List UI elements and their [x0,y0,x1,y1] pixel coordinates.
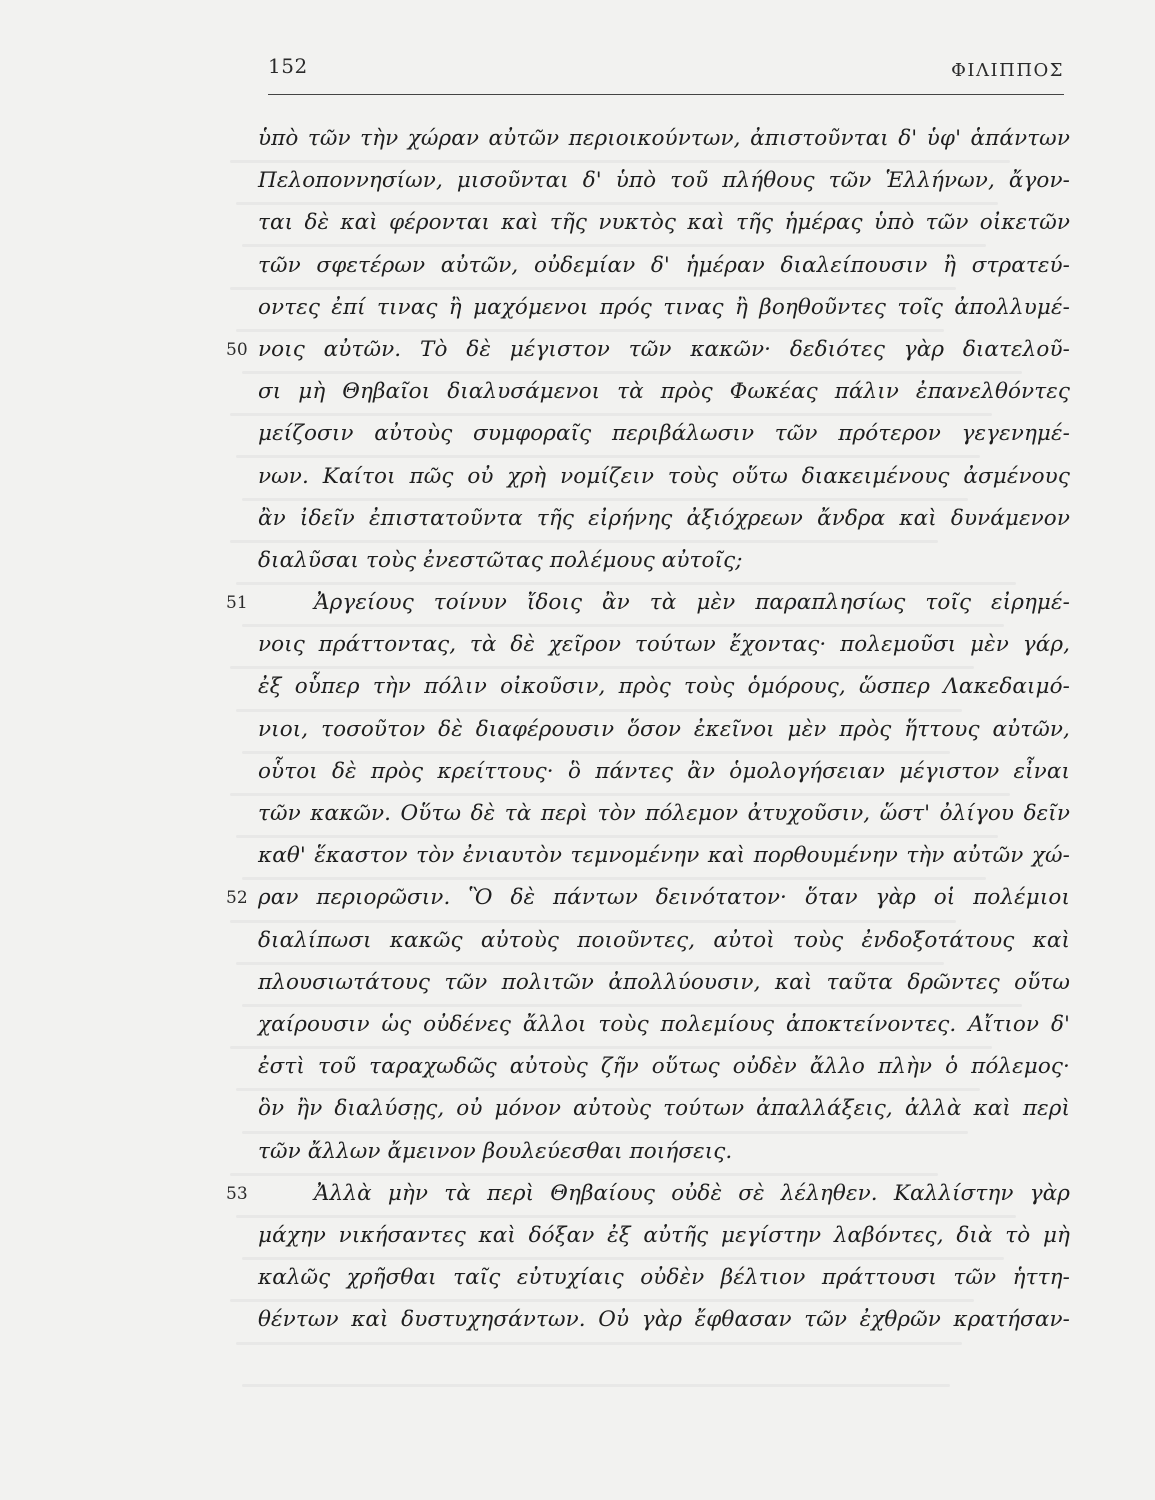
text-line [258,1131,1070,1173]
section-number: 52 [226,888,248,909]
line-text: χαίρουσιν ὡς οὐδένες ἄλλοι τοὺς πολεμίους ἀποκτείνοντες. Αἴτιον δ' [258,1011,1070,1037]
text-line [258,287,1070,329]
page-number: 152 [268,54,308,78]
text-line [258,1299,1070,1341]
line-text: οὗτοι δὲ πρὸς κρείττους· ὃ πάντες ἂν ὁμολογήσειαν μέγιστον εἶναι [258,758,1070,784]
line-text: Πελοποννησίων, μισοῦνται δ' ὑπὸ τοῦ πλήθους τῶν Ἑλλήνων, ἄγον- [258,168,1070,194]
text-line [258,371,1070,413]
text-line [258,456,1070,498]
line-text: ραν περιορῶσιν. Ὃ δὲ πάντων δεινότατον· ὅταν γὰρ οἱ πολέμιοι [258,885,1070,911]
text-line [258,751,1070,793]
body-text [226,118,1070,1341]
line-text: ἂν ἰδεῖν ἐπιστατοῦντα τῆς εἰρήνης ἀξιόχρεων ἄνδρα καὶ δυνάμενον [258,505,1070,531]
section-number: 50 [226,339,248,360]
line-text: διαλίπωσι κακῶς αὐτοὺς ποιοῦντες, αὐτοὶ τοὺς ἐνδοξοτάτους καὶ [258,927,1070,953]
line-text: Ἀργείους τοίνυν ἴδοις ἂν τὰ μὲν παραπλησίως τοῖς εἰρημέ- [314,590,1070,616]
text-line [258,920,1070,962]
text-line [258,962,1070,1004]
line-text: τῶν κακῶν. Οὕτω δὲ τὰ περὶ τὸν πόλεμον ἀτυχοῦσιν, ὥστ' ὀλίγου δεῖν [258,801,1070,826]
line-text: θέντων καὶ δυστυχησάντων. Οὐ γὰρ ἔφθασαν τῶν ἐχθρῶν κρατήσαν- [258,1307,1070,1333]
text-line [258,624,1070,666]
line-text: νοις πράττοντας, τὰ δὲ χεῖρον τούτων ἔχοντας· πολεμοῦσι μὲν γάρ, [258,632,1070,658]
line-text: σι μὴ Θηβαῖοι διαλυσάμενοι τὰ πρὸς Φωκέας πάλιν ἐπανελθόντες [258,379,1070,405]
text-line [258,1046,1070,1088]
page-header [268,54,1064,94]
text-line [226,1173,1070,1215]
text-line [258,666,1070,708]
line-text: τῶν ἄλλων ἄμεινον βουλεύεσθαι ποιήσεις. [258,1138,733,1164]
text-line [226,582,1070,624]
line-text: τῶν σφετέρων αὐτῶν, οὐδεμίαν δ' ἡμέραν διαλείπουσιν ἢ στρατεύ- [258,252,1070,278]
section-number: 51 [226,593,248,614]
text-line [258,835,1070,877]
line-text: ἐξ οὗπερ τὴν πόλιν οἰκοῦσιν, πρὸς τοὺς ὁμόρους, ὥσπερ Λακεδαιμό- [258,674,1070,700]
ghost-line [242,1384,950,1387]
line-text: νοις αὐτῶν. Τὸ δὲ μέγιστον τῶν κακῶν· δεδιότες γὰρ διατελοῦ- [258,336,1070,362]
text-line [258,1257,1070,1299]
text-line [226,329,1070,371]
line-text: καλῶς χρῆσθαι ταῖς εὐτυχίαις οὐδὲν βέλτιον πράττουσι τῶν ἡττη- [258,1265,1070,1291]
text-line [258,540,1070,582]
line-text: ἐστὶ τοῦ ταραχωδῶς αὐτοὺς ζῆν οὕτως οὐδὲν ἄλλο πλὴν ὁ πόλεμος· [258,1054,1070,1080]
text-line [258,1215,1070,1257]
line-text: οντες ἐπί τινας ἢ μαχόμενοι πρός τινας ἢ βοηθοῦντες τοῖς ἀπολλυμέ- [258,294,1070,320]
line-text: μάχην νικήσαντες καὶ δόξαν ἐξ αὐτῆς μεγίστην λαβόντες, διὰ τὸ μὴ [258,1222,1070,1248]
line-text: μείζοσιν αὐτοὺς συμφοραῖς περιβάλωσιν τῶν πρότερον γεγενημέ- [258,421,1070,447]
text-line [258,498,1070,540]
ghost-line [236,1342,962,1345]
line-text: ὑπὸ τῶν τὴν χώραν αὐτῶν περιοικούντων, ἀπιστοῦνται δ' ὑφ' ἁπάντων [258,126,1070,151]
text-line [258,1088,1070,1130]
text-line [258,202,1070,244]
line-text: πλουσιωτάτους τῶν πολιτῶν ἀπολλύουσιν, καὶ ταῦτα δρῶντες οὕτω [258,969,1070,995]
text-line [258,160,1070,202]
line-text: ὃν ἢν διαλύσῃς, οὐ μόνον αὐτοὺς τούτων ἀπαλλάξεις, ἀλλὰ καὶ περὶ [258,1096,1070,1122]
line-text: Ἀλλὰ μὴν τὰ περὶ Θηβαίους οὐδὲ σὲ λέληθεν. Καλλίστην γὰρ [314,1180,1070,1206]
text-line [258,1004,1070,1046]
line-text: καθ' ἕκαστον τὸν ἐνιαυτὸν τεμνομένην καὶ πορθουμένην τὴν αὐτῶν χώ- [258,843,1070,869]
line-text: νιοι, τοσοῦτον δὲ διαφέρουσιν ὅσον ἐκεῖνοι μὲν πρὸς ἥττους αὐτῶν, [258,716,1070,742]
line-text: ται δὲ καὶ φέρονται καὶ τῆς νυκτὸς καὶ τῆς ἡμέρας ὑπὸ τῶν οἰκετῶν [258,210,1070,236]
header-rule [268,94,1064,95]
line-text: νων. Καίτοι πῶς οὐ χρὴ νομίζειν τοὺς οὕτω διακειμένους ἀσμένους [258,463,1070,489]
text-line [258,118,1070,160]
text-line [226,877,1070,919]
text-line [258,413,1070,455]
section-number: 53 [226,1183,248,1204]
text-line [258,245,1070,287]
line-text: διαλῦσαι τοὺς ἐνεστῶτας πολέμους αὐτοῖς; [258,547,743,573]
text-line [258,709,1070,751]
text-line [258,793,1070,835]
running-title: ΦΙΛΙΠΠΟΣ [951,60,1064,81]
